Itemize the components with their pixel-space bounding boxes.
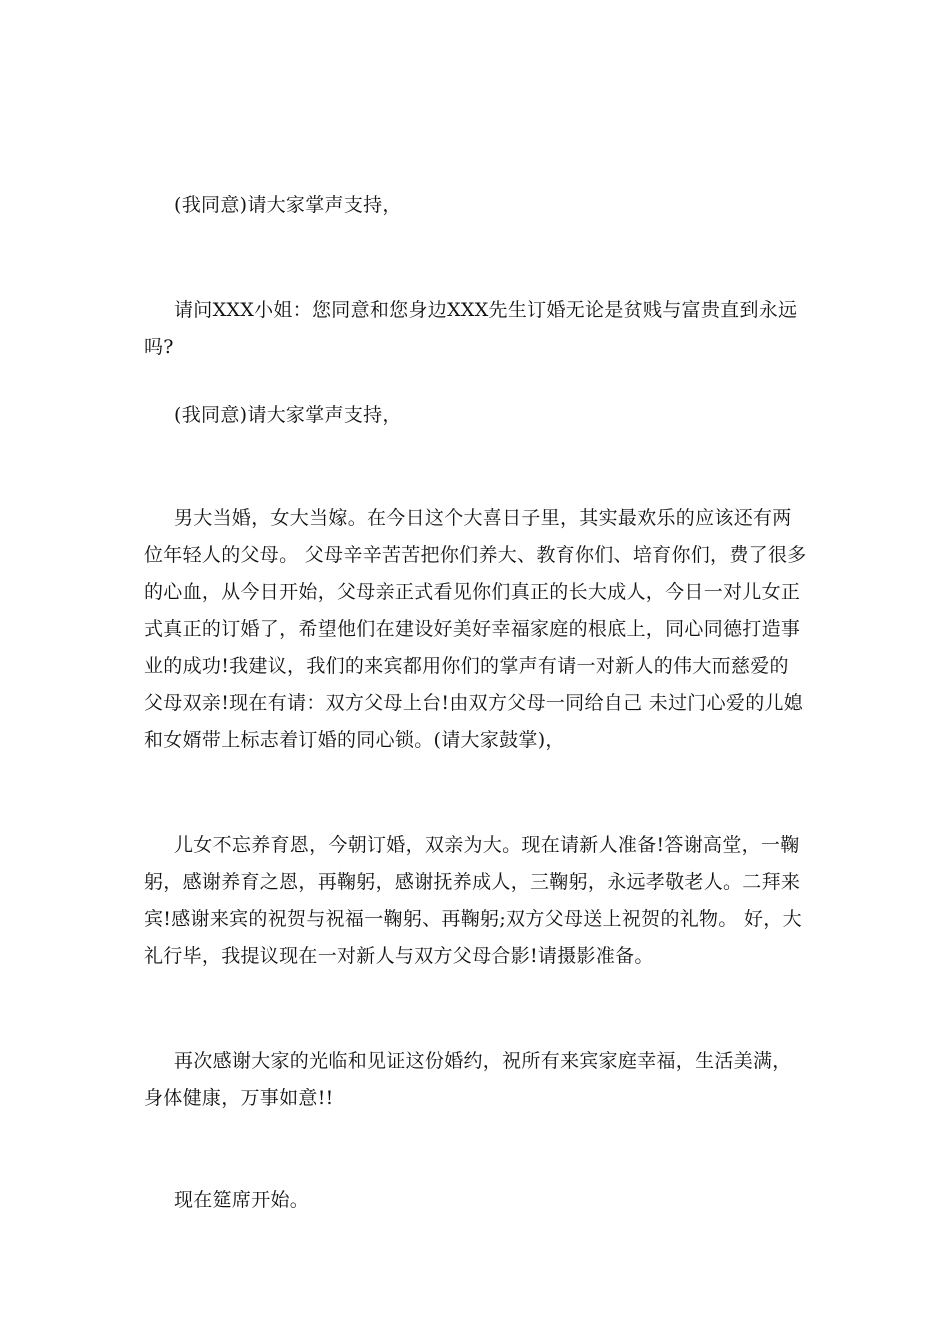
paragraph-banquet: 现在筵席开始。 [174,1189,310,1211]
paragraph-parents: 男大当婚，女大当嫁。在今日这个大喜日子里，其实最欢乐的应该还有两位年轻人的父母。 父母辛辛苦苦把你们养大、教育你们、培育你们，费了很多的心血，从今日开始，父母亲正式看见你们真正的长大成人，今日一对儿女正式真正的订婚了，希望他们在建设好美好幸福家庭的根底上，同心同德打造事业的成功!我建议，我们的来宾都用你们的掌声有请一对新人的伟大而慈爱的父母双亲!现在有请：双方父母上台!由双方父母一同给自己 未过门心爱的儿媳和女婿带上标志着订婚的同心锁。(请大家鼓掌)， [144,507,807,751]
paragraph-bowing: 儿女不忘养育恩，今朝订婚，双亲为大。现在请新人准备!答谢高堂，一鞠躬，感谢养育之恩，再鞠躬，感谢抚养成人，三鞠躬，永远孝敬老人。二拜来宾!感谢来宾的祝贺与祝福一鞠躬、再鞠躬;双方父母送上祝贺的礼物。 好，大礼行毕，我提议现在一对新人与双方父母合影!请摄影准备。 [144,834,802,967]
paragraph-applause-2: (我同意)请大家掌声支持， [174,404,402,426]
paragraph-applause-1: (我同意)请大家掌声支持， [174,194,402,216]
paragraph-bride-question: 请问XXX小姐：您同意和您身边XXX先生订婚无论是贫贱与富贵直到永远吗? [144,299,798,358]
paragraph-thanks: 再次感谢大家的光临和见证这份婚约，祝所有来宾家庭幸福，生活美满，身体健康，万事如意!! [144,1050,792,1109]
